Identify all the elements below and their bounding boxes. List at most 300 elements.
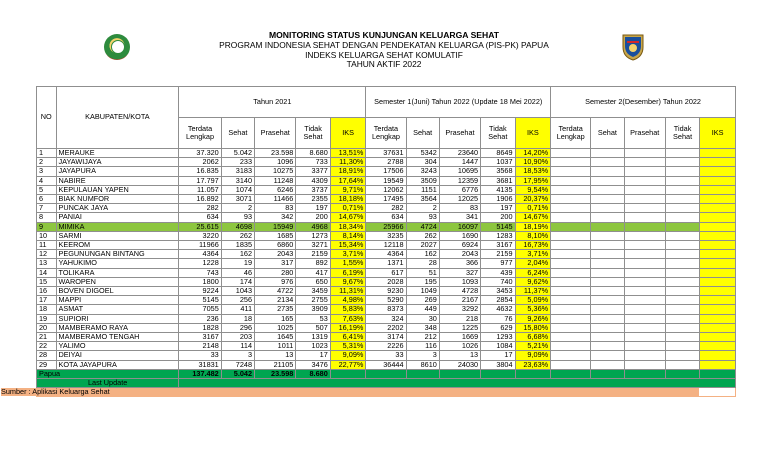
table-cell (624, 204, 665, 213)
table-row (37, 333, 736, 342)
sub-header: Tidak Sehat (481, 118, 515, 149)
total-empty-cell (406, 369, 439, 378)
table-cell: 3167 (481, 241, 515, 250)
table-cell: 5,21% (515, 342, 551, 351)
table-cell (624, 158, 665, 167)
table-cell: 3,71% (330, 250, 366, 259)
table-cell: 9230 (366, 287, 406, 296)
table-cell: 20,37% (515, 195, 551, 204)
row-number: 2 (37, 158, 57, 167)
table-cell (591, 195, 624, 204)
table-cell: 282 (179, 204, 221, 213)
table-cell: 200 (481, 213, 515, 222)
table-cell (700, 351, 736, 360)
table-row (37, 158, 736, 167)
table-cell: 4364 (366, 250, 406, 259)
table-cell: 3681 (481, 176, 515, 185)
table-cell: 18 (221, 314, 254, 323)
table-cell (665, 268, 699, 277)
table-cell (551, 287, 591, 296)
table-cell: 4968 (296, 222, 330, 231)
table-cell: 233 (221, 158, 254, 167)
table-cell: 304 (406, 158, 439, 167)
table-cell: 162 (406, 250, 439, 259)
table-cell (665, 231, 699, 240)
source-label: Sumber : Aplikasi Keluarga Sehat (1, 388, 700, 397)
table-cell (624, 314, 665, 323)
row-number: 5 (37, 185, 57, 194)
table-cell: 25.615 (179, 222, 221, 231)
sub-header: Terdata Lengkap (179, 118, 221, 149)
table-cell (665, 351, 699, 360)
table-cell: 1273 (296, 231, 330, 240)
table-cell (624, 195, 665, 204)
table-cell: 236 (179, 314, 221, 323)
table-cell: 1037 (481, 158, 515, 167)
table-cell: 1096 (255, 158, 296, 167)
table-cell (665, 287, 699, 296)
table-cell: 1043 (221, 287, 254, 296)
table-cell: 9,09% (330, 351, 366, 360)
table-cell: 93 (221, 213, 254, 222)
table-cell: 200 (296, 213, 330, 222)
table-cell: 13 (439, 351, 480, 360)
table-cell (700, 277, 736, 286)
table-cell: 16,19% (330, 323, 366, 332)
table-cell: 5145 (481, 222, 515, 231)
table-cell (624, 351, 665, 360)
total-empty-cell (366, 369, 406, 378)
table-cell: 4135 (481, 185, 515, 194)
table-cell (591, 158, 624, 167)
table-cell: 18,18% (330, 195, 366, 204)
table-cell: 3 (221, 351, 254, 360)
table-cell: 1293 (481, 333, 515, 342)
table-cell: 740 (481, 277, 515, 286)
table-cell: 366 (439, 259, 480, 268)
table-row (37, 342, 736, 351)
table-cell: 2854 (481, 296, 515, 305)
table-cell (591, 360, 624, 369)
table-cell (591, 176, 624, 185)
table-cell (700, 259, 736, 268)
row-number: 20 (37, 323, 57, 332)
table-cell (551, 342, 591, 351)
table-cell: 269 (406, 296, 439, 305)
table-cell: 6,41% (330, 333, 366, 342)
table-cell: 116 (406, 342, 439, 351)
table-cell: 46 (221, 268, 254, 277)
table-cell (551, 351, 591, 360)
table-cell: 5,31% (330, 342, 366, 351)
table-cell: 1093 (439, 277, 480, 286)
row-number: 1 (37, 149, 57, 158)
table-cell: 5,09% (515, 296, 551, 305)
table-cell: 1225 (439, 323, 480, 332)
table-cell (551, 204, 591, 213)
table-cell: 439 (481, 268, 515, 277)
kabupaten-name: JAYAWIJAYA (56, 158, 179, 167)
table-cell: 733 (296, 158, 330, 167)
table-cell (624, 277, 665, 286)
table-cell: 2202 (366, 323, 406, 332)
table-cell: 1447 (439, 158, 480, 167)
group-2021-header: Tahun 2021 (179, 87, 366, 118)
table-cell (700, 360, 736, 369)
table-cell (551, 149, 591, 158)
table-cell (624, 185, 665, 194)
table-cell: 1,55% (330, 259, 366, 268)
table-cell: 1228 (179, 259, 221, 268)
table-cell: 9,62% (515, 277, 551, 286)
table-cell: 6,68% (515, 333, 551, 342)
table-cell: 162 (221, 250, 254, 259)
table-cell: 743 (179, 268, 221, 277)
table-cell: 2043 (439, 250, 480, 259)
kabupaten-name: ASMAT (56, 305, 179, 314)
table-cell: 33 (366, 351, 406, 360)
table-cell: 342 (255, 213, 296, 222)
table-cell: 12025 (439, 195, 480, 204)
table-cell (591, 268, 624, 277)
table-cell: 8.680 (296, 149, 330, 158)
group-sem2-header: Semester 2(Desember) Tahun 2022 (551, 87, 736, 118)
kabupaten-name: SUPIORI (56, 314, 179, 323)
table-cell: 19549 (366, 176, 406, 185)
table-cell: 36444 (366, 360, 406, 369)
row-number: 16 (37, 287, 57, 296)
table-cell (551, 305, 591, 314)
total-label: Papua (37, 369, 179, 378)
kabupaten-name: PEGUNUNGAN BINTANG (56, 250, 179, 259)
table-cell: 25966 (366, 222, 406, 231)
total-empty-cell (665, 369, 699, 378)
table-cell: 262 (406, 231, 439, 240)
sub-header: Prasehat (255, 118, 296, 149)
table-cell: 7,63% (330, 314, 366, 323)
col-no-header: NO (37, 87, 57, 149)
kabupaten-name: BOVEN DIGOEL (56, 287, 179, 296)
table-row (37, 277, 736, 286)
table-row (37, 250, 736, 259)
kabupaten-name: KOTA JAYAPURA (56, 360, 179, 369)
table-cell: 17,64% (330, 176, 366, 185)
table-cell: 11,30% (330, 158, 366, 167)
table-cell: 17495 (366, 195, 406, 204)
table-cell: 6860 (255, 241, 296, 250)
table-cell (665, 333, 699, 342)
table-cell (624, 231, 665, 240)
table-cell: 650 (296, 277, 330, 286)
kabupaten-name: DEIYAI (56, 351, 179, 360)
row-number: 3 (37, 167, 57, 176)
row-number: 8 (37, 213, 57, 222)
table-cell (700, 305, 736, 314)
table-row (37, 185, 736, 194)
table-cell: 11,31% (330, 287, 366, 296)
table-cell: 12062 (366, 185, 406, 194)
table-cell (665, 360, 699, 369)
table-cell: 1319 (296, 333, 330, 342)
table-cell: 9,26% (515, 314, 551, 323)
table-cell: 5,83% (330, 305, 366, 314)
table-cell: 114 (221, 342, 254, 351)
table-row (37, 296, 736, 305)
table-cell: 31831 (179, 360, 221, 369)
table-cell: 10,90% (515, 158, 551, 167)
table-cell (665, 185, 699, 194)
table-cell: 18,19% (515, 222, 551, 231)
table-cell: 1690 (439, 231, 480, 240)
table-cell (700, 268, 736, 277)
table-cell: 977 (481, 259, 515, 268)
total-empty-cell (481, 369, 515, 378)
table-cell: 2159 (481, 250, 515, 259)
table-cell: 13 (255, 351, 296, 360)
table-row (37, 195, 736, 204)
table-cell: 10695 (439, 167, 480, 176)
table-cell: 3235 (366, 231, 406, 240)
table-cell: 4698 (221, 222, 254, 231)
table-cell: 507 (296, 323, 330, 332)
kabupaten-name: YALIMO (56, 342, 179, 351)
table-cell: 9,67% (330, 277, 366, 286)
table-cell (551, 167, 591, 176)
table-cell: 23.598 (255, 149, 296, 158)
table-cell: 1645 (255, 333, 296, 342)
table-cell (551, 314, 591, 323)
table-cell: 629 (481, 323, 515, 332)
table-cell (700, 333, 736, 342)
table-cell: 11,37% (515, 287, 551, 296)
table-cell: 3804 (481, 360, 515, 369)
sub-header: Tidak Sehat (665, 118, 699, 149)
table-cell (551, 360, 591, 369)
table-cell: 2735 (255, 305, 296, 314)
table-cell: 1026 (439, 342, 480, 351)
table-cell: 11966 (179, 241, 221, 250)
table-cell: 2226 (366, 342, 406, 351)
table-cell (624, 287, 665, 296)
total-empty-cell (700, 369, 736, 378)
table-cell: 5290 (366, 296, 406, 305)
table-cell: 3271 (296, 241, 330, 250)
table-cell: 18,91% (330, 167, 366, 176)
total-value: 8.680 (296, 369, 330, 378)
table-row (37, 167, 736, 176)
sub-header: Prasehat (624, 118, 665, 149)
table-cell: 9,71% (330, 185, 366, 194)
sub-header: IKS (515, 118, 551, 149)
report-subtitle: PROGRAM INDONESIA SEHAT DENGAN PENDEKATAN KELUARGA (PIS-PK) PAPUA (219, 39, 549, 50)
table-cell (665, 195, 699, 204)
table-cell: 3564 (406, 195, 439, 204)
table-cell: 14,67% (330, 213, 366, 222)
table-cell: 3,71% (515, 250, 551, 259)
row-number: 15 (37, 277, 57, 286)
table-cell: 12118 (366, 241, 406, 250)
sub-header: Sehat (406, 118, 439, 149)
row-number: 19 (37, 314, 57, 323)
table-cell: 174 (221, 277, 254, 286)
table-cell: 282 (366, 204, 406, 213)
table-row (37, 323, 736, 332)
table-cell: 1023 (296, 342, 330, 351)
kabupaten-name: MAMBERAMO RAYA (56, 323, 179, 332)
table-cell: 8,14% (330, 231, 366, 240)
table-cell: 11466 (255, 195, 296, 204)
table-cell: 1151 (406, 185, 439, 194)
table-cell: 19 (221, 259, 254, 268)
table-cell (624, 149, 665, 158)
table-cell: 197 (296, 204, 330, 213)
last-update-row (37, 379, 736, 388)
table-cell: 6,24% (515, 268, 551, 277)
table-cell: 4722 (255, 287, 296, 296)
table-cell (551, 213, 591, 222)
table-cell (665, 167, 699, 176)
table-row (37, 222, 736, 231)
table-cell (665, 241, 699, 250)
table-cell: 2 (406, 204, 439, 213)
table-cell (551, 185, 591, 194)
table-cell: 6924 (439, 241, 480, 250)
table-cell: 3174 (366, 333, 406, 342)
table-cell: 17 (481, 351, 515, 360)
table-cell: 2043 (255, 250, 296, 259)
table-cell: 2167 (439, 296, 480, 305)
table-cell (700, 149, 736, 158)
table-cell: 9,54% (515, 185, 551, 194)
table-row (37, 287, 736, 296)
table-cell: 7055 (179, 305, 221, 314)
table-cell: 15,80% (515, 323, 551, 332)
table-cell (624, 259, 665, 268)
table-cell: 197 (481, 204, 515, 213)
table-cell: 8,10% (515, 231, 551, 240)
table-cell: 1025 (255, 323, 296, 332)
table-cell: 3509 (406, 176, 439, 185)
table-cell (591, 277, 624, 286)
table-cell: 93 (406, 213, 439, 222)
total-empty-cell (591, 369, 624, 378)
table-cell (624, 360, 665, 369)
table-cell: 4309 (296, 176, 330, 185)
table-cell: 2788 (366, 158, 406, 167)
table-cell: 2,04% (515, 259, 551, 268)
table-cell: 1084 (481, 342, 515, 351)
table-cell (665, 250, 699, 259)
row-number: 29 (37, 360, 57, 369)
table-row (37, 176, 736, 185)
table-cell: 280 (255, 268, 296, 277)
table-cell (551, 158, 591, 167)
table-cell: 324 (366, 314, 406, 323)
table-cell: 17,95% (515, 176, 551, 185)
table-row (37, 305, 736, 314)
table-cell: 256 (221, 296, 254, 305)
table-cell: 617 (366, 268, 406, 277)
table-cell: 6246 (255, 185, 296, 194)
table-cell (551, 296, 591, 305)
row-number: 28 (37, 351, 57, 360)
report-line3: INDEKS KELUARGA SEHAT KOMULATIF (305, 49, 463, 60)
table-cell: 262 (221, 231, 254, 240)
kabupaten-name: PANIAI (56, 213, 179, 222)
table-cell: 218 (439, 314, 480, 323)
table-cell: 417 (296, 268, 330, 277)
table-cell: 17506 (366, 167, 406, 176)
kabupaten-name: WAROPEN (56, 277, 179, 286)
total-empty-cell (515, 369, 551, 378)
table-cell (591, 259, 624, 268)
table-cell (551, 222, 591, 231)
table-cell: 2159 (296, 250, 330, 259)
table-cell: 5.042 (221, 149, 254, 158)
table-cell: 203 (221, 333, 254, 342)
table-cell (665, 158, 699, 167)
table-cell: 11.057 (179, 185, 221, 194)
table-cell: 1906 (481, 195, 515, 204)
table-cell (700, 176, 736, 185)
table-cell: 9,09% (515, 351, 551, 360)
table-cell: 8373 (366, 305, 406, 314)
table-cell: 18,34% (330, 222, 366, 231)
row-number: 18 (37, 305, 57, 314)
total-empty-cell (330, 369, 366, 378)
table-cell (591, 287, 624, 296)
table-cell (624, 296, 665, 305)
sub-header: IKS (700, 118, 736, 149)
table-cell: 449 (406, 305, 439, 314)
table-cell: 12359 (439, 176, 480, 185)
table-cell: 14,67% (515, 213, 551, 222)
row-number: 7 (37, 204, 57, 213)
table-cell: 3292 (439, 305, 480, 314)
table-cell (591, 314, 624, 323)
group-sem1-header: Semester 1(Juni) Tahun 2022 (Update 18 Mei 2022) (366, 87, 551, 118)
source-row (37, 388, 736, 397)
table-cell (624, 213, 665, 222)
table-cell: 2355 (296, 195, 330, 204)
table-cell: 3476 (296, 360, 330, 369)
table-cell: 3459 (296, 287, 330, 296)
table-cell (700, 323, 736, 332)
table-cell (591, 213, 624, 222)
table-cell (591, 250, 624, 259)
table-cell (591, 149, 624, 158)
table-cell (551, 195, 591, 204)
table-cell: 1669 (439, 333, 480, 342)
table-cell: 3243 (406, 167, 439, 176)
table-row (37, 259, 736, 268)
last-update-empty (179, 379, 736, 388)
row-number: 10 (37, 231, 57, 240)
kabupaten-name: MAPPI (56, 296, 179, 305)
table-cell (591, 222, 624, 231)
table-cell (665, 213, 699, 222)
table-cell: 296 (221, 323, 254, 332)
table-cell: 1835 (221, 241, 254, 250)
table-cell: 83 (439, 204, 480, 213)
table-cell (591, 342, 624, 351)
table-cell (591, 333, 624, 342)
table-cell (591, 185, 624, 194)
sub-header: Tidak Sehat (296, 118, 330, 149)
table-cell (624, 250, 665, 259)
table-cell: 1800 (179, 277, 221, 286)
report-line4: TAHUN AKTIF 2022 (346, 59, 422, 70)
